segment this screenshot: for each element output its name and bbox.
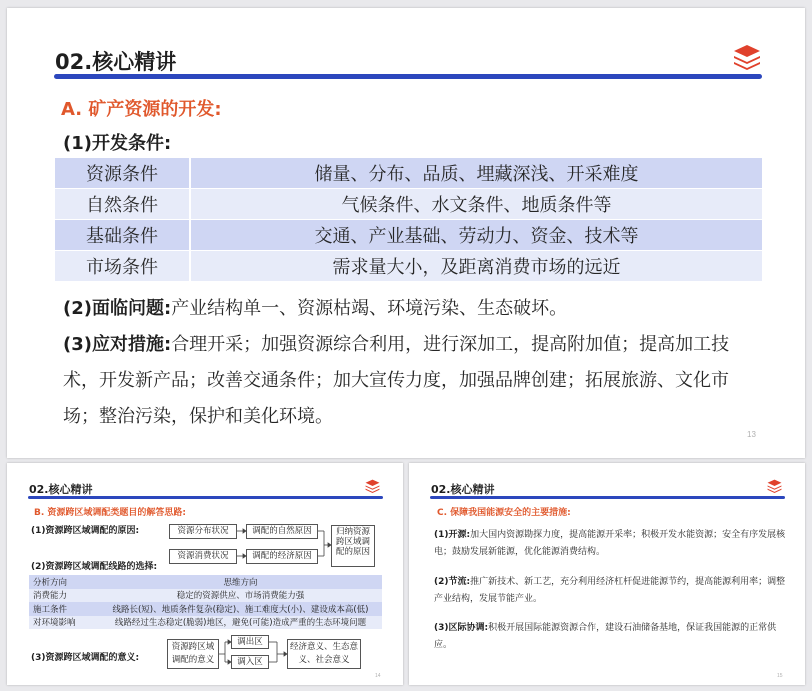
row-key: 分析方向: [29, 575, 99, 589]
row-key: 自然条件: [55, 189, 191, 220]
flow-box: 经济意义、生态意义、社会意义: [287, 639, 361, 669]
flow-box: 调配的自然原因: [246, 524, 318, 539]
save-energy-paragraph: [434, 574, 786, 608]
row-value: 线路经过生态稳定(脆弱)地区，避免(可能)造成严重的生态环境问题: [99, 616, 382, 630]
paragraph-text: 积极开展国际能源资源合作，建设石油储备基地，保证我国能源的正常供应。: [434, 623, 777, 650]
flow-box: 调入区: [231, 655, 269, 669]
coordination-paragraph: [434, 620, 786, 654]
table-row: [29, 589, 382, 603]
paragraph-label: (3)区际协调:: [434, 623, 489, 633]
row-key: 施工条件: [29, 602, 99, 616]
row-key: 对环境影响: [29, 616, 99, 630]
title-underline: [54, 74, 762, 79]
title-underline: [28, 496, 383, 499]
slide-title: 02.核心精讲: [29, 483, 93, 496]
problems-text: 产业结构单一、资源枯竭、环境污染、生态破坏。: [171, 298, 568, 319]
page-number: 15: [777, 673, 783, 679]
slide-title: 02.核心精讲: [55, 50, 177, 74]
flow-box: 资源跨区域调配的意义: [167, 639, 219, 669]
row-key: 资源条件: [55, 158, 191, 189]
stacked-layers-icon: [365, 479, 380, 493]
flow-box: 调出区: [231, 635, 269, 649]
question-significance: (3)资源跨区域调配的意义:: [31, 653, 140, 663]
measures-label: (3)应对措施:: [63, 334, 172, 355]
paragraph-label: (2)节流:: [434, 577, 471, 587]
conditions-table: [55, 158, 762, 282]
open-source-paragraph: [434, 527, 786, 561]
page-number: 14: [375, 673, 381, 679]
row-value: 气候条件、水文条件、地质条件等: [191, 189, 762, 220]
row-value: 稳定的资源供应、市场消费能力强: [99, 589, 382, 603]
row-key: 市场条件: [55, 251, 191, 282]
row-value: 线路长(短)、地质条件复杂(稳定)、施工难度大(小)、建设成本高(低): [99, 602, 382, 616]
table-row: [55, 251, 762, 282]
route-table: [29, 575, 382, 629]
problems-label: (2)面临问题:: [63, 298, 172, 319]
question-reason: (1)资源跨区域调配的原因:: [31, 526, 140, 536]
question-route: (2)资源跨区域调配线路的选择:: [31, 562, 158, 572]
slide-title: 02.核心精讲: [431, 483, 495, 496]
paragraph-text: 推广新技术、新工艺，充分利用经济杠杆促进能源节约，提高能源利用率；调整产业结构，发展节能产业。: [434, 577, 786, 604]
row-value: 交通、产业基础、劳动力、资金、技术等: [191, 220, 762, 251]
title-underline: [430, 496, 785, 499]
measures-paragraph: [63, 327, 763, 435]
row-key: 基础条件: [55, 220, 191, 251]
page-number: 13: [747, 430, 756, 439]
flow-box: 资源分布状况: [169, 524, 237, 539]
table-row: [29, 616, 382, 630]
section-heading: A. 矿产资源的开发:: [61, 99, 222, 120]
flow-box: 资源消费状况: [169, 549, 237, 564]
problems-paragraph: [63, 291, 763, 327]
subsection-heading: (1)开发条件:: [63, 133, 172, 154]
stacked-layers-icon: [767, 479, 782, 493]
table-row: [29, 575, 382, 589]
slide-thumbnail-15[interactable]: [409, 463, 805, 685]
table-row: [29, 602, 382, 616]
flow-box: 归纳资源跨区域调配的原因: [331, 525, 375, 567]
row-value: 思维方向: [99, 575, 382, 589]
stacked-layers-icon: [733, 44, 761, 70]
paragraph-label: (1)开源:: [434, 530, 471, 540]
section-heading: B. 资源跨区域调配类题目的解答思路:: [34, 508, 187, 518]
slide-main[interactable]: [7, 8, 805, 458]
row-value: 需求量大小，及距离消费市场的远近: [191, 251, 762, 282]
table-row: [55, 189, 762, 220]
flow-box: 调配的经济原因: [246, 549, 318, 564]
paragraph-text: 加大国内资源勘探力度，提高能源开采率；积极开发水能资源；安全有序发展核电；鼓励发展新能源，优化能源消费结构。: [434, 530, 786, 557]
slide-thumbnail-14[interactable]: [7, 463, 403, 685]
row-value: 储量、分布、品质、埋藏深浅、开采难度: [191, 158, 762, 189]
section-heading: C. 保障我国能源安全的主要措施:: [437, 508, 571, 518]
row-key: 消费能力: [29, 589, 99, 603]
table-row: [55, 220, 762, 251]
table-row: [55, 158, 762, 189]
measures-text: 合理开采；加强资源综合利用，进行深加工，提高附加值；提高加工技术，开发新产品；改善交通条件；加大宣传力度，加强品牌创建；拓展旅游、文化市场；整治污染，保护和美化环境。: [63, 334, 730, 427]
